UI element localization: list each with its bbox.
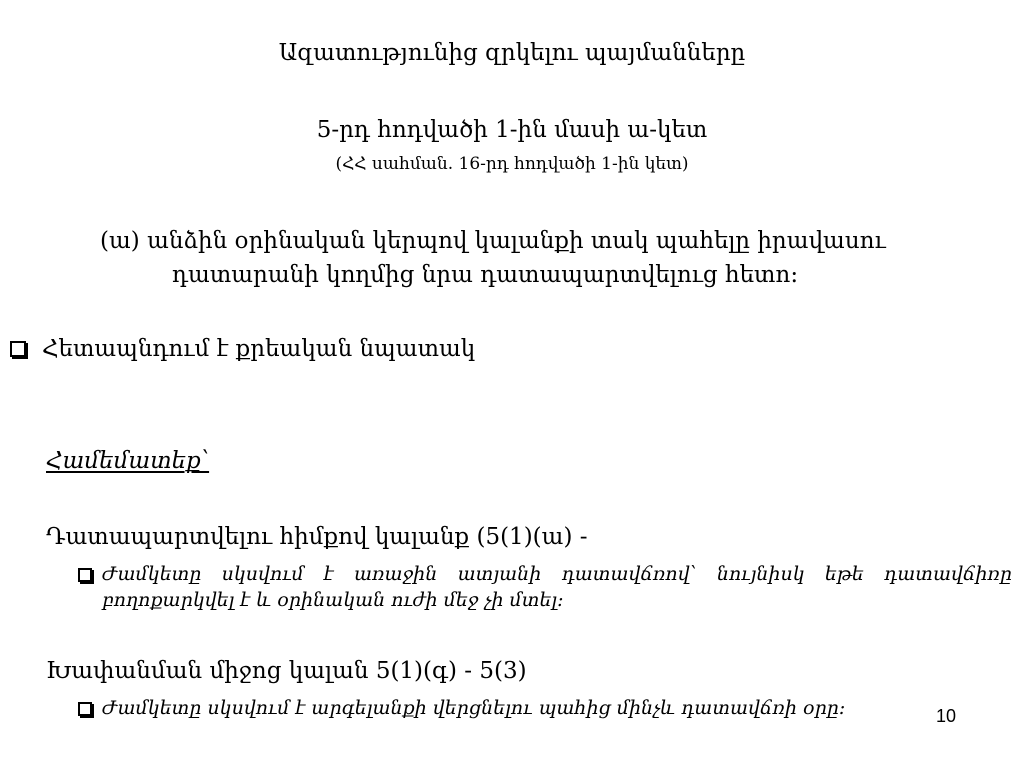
section-1-bullet xyxy=(78,561,1012,613)
checkbox-bullet-icon xyxy=(78,702,92,716)
constitution-reference: (ՀՀ սահման. 16-րդ հոդվածի 1-ին կետ) xyxy=(335,154,689,174)
article-quote xyxy=(100,224,980,292)
main-bullet-text: Հետապնդում է քրեական նպատակ xyxy=(42,336,476,362)
section-1-bullet-text: Ժամկետը սկսվում է առաջին ատյանի դատավճռով՝ նույնիսկ եթե դատավճիռը բողոքարկվել է և օրինական ուժի մեջ չի մտել: xyxy=(102,563,1012,611)
slide-title: Ազատությունից զրկելու պայմանները xyxy=(278,40,746,66)
checkbox-bullet-icon xyxy=(10,341,26,357)
section-2-bullet-text: Ժամկետը սկսվում է արգելանքի վերցնելու պահից մինչև դատավճռի օրը: xyxy=(102,697,846,719)
quote-line-2: դատարանի կողմից նրա դատապարտվելուց հետո: xyxy=(172,262,799,288)
checkbox-bullet-icon xyxy=(78,568,92,582)
section-1-heading: Դատապարտվելու հիմքով կալանք (5(1)(ա) - xyxy=(46,524,588,550)
section-2-heading: Խափանման միջոց կալան 5(1)(գ) - 5(3) xyxy=(46,658,527,684)
section-2-bullet xyxy=(78,695,845,721)
compare-heading: Համեմատեք՝ xyxy=(46,448,210,474)
page-number: 10 xyxy=(936,706,957,726)
article-subtitle: 5-րդ հոդվածի 1-ին մասի ա-կետ xyxy=(316,117,708,143)
main-bullet xyxy=(10,336,475,362)
quote-line-1: (ա) անձին օրինական կերպով կալանքի տակ պահելը իրավասու xyxy=(100,228,886,254)
